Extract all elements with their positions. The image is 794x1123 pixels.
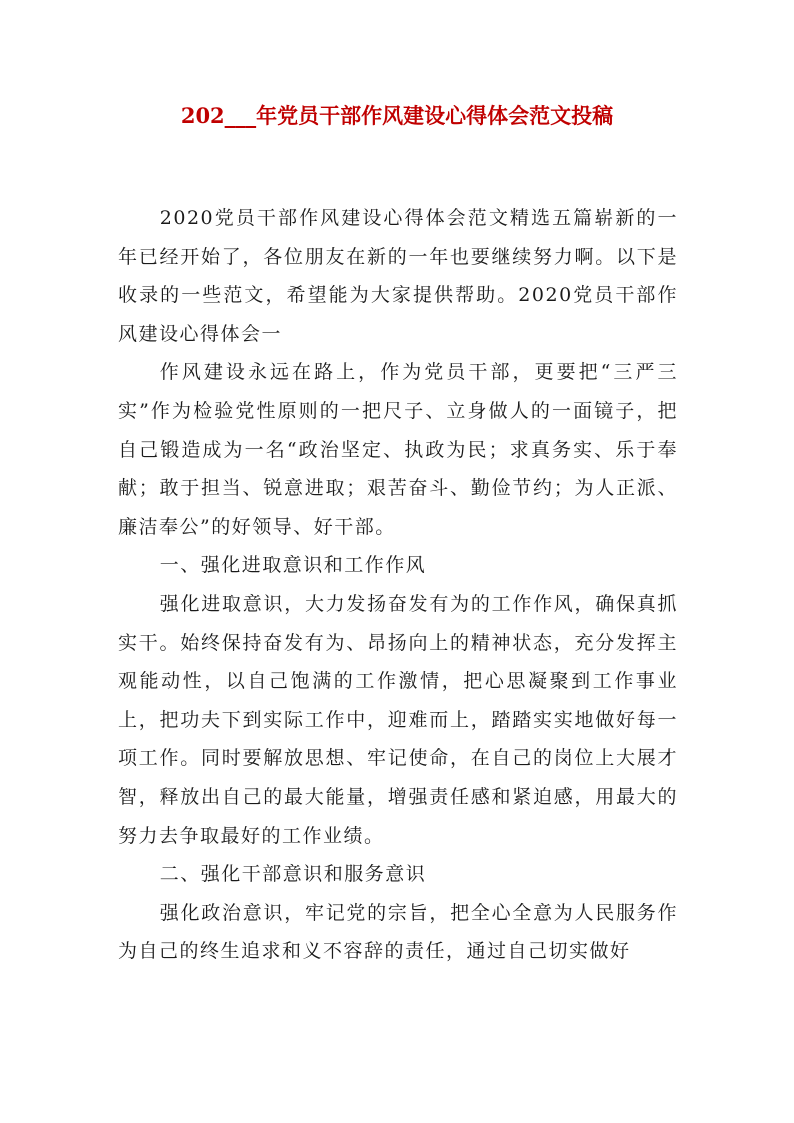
- paragraph-section-1: 强化进取意识，大力发扬奋发有为的工作作风，确保真抓实干。始终保持奋发有为、昂扬向上的精神状态，充分发挥主观能动性，以自己饱满的工作激情，把心思凝聚到工作事业上，把功夫下到实际工作中，迎难而上，踏踏实实地做好每一项工作。同时要解放思想、牢记使命，在自己的岗位上大展才智，释放出自己的最大能量，增强责任感和紧迫感，用最大的努力去争取最好的工作业绩。: [118, 592, 678, 847]
- paragraph-style-building: 作风建设永远在路上，作为党员干部，更要把“三严三实”作为检验党性原则的一把尺子、立身做人的一面镜子，把自己锻造成为一名“政治坚定、执政为民；求真务实、乐于奉献；敢于担当、锐意进取；艰苦奋斗、勤俭节约；为人正派、廉洁奉公”的好领导、好干部。: [118, 361, 678, 538]
- paragraph-intro: 2020党员干部作风建设心得体会范文精选五篇崭新的一年已经开始了，各位朋友在新的一年也要继续努力啊。以下是收录的一些范文，希望能为大家提供帮助。2020党员干部作风建设心得体会一: [118, 207, 678, 345]
- document-title: 202___年党员干部作风建设心得体会范文投稿: [180, 103, 614, 128]
- section-heading-1: 一、强化进取意识和工作作风: [159, 554, 427, 577]
- section-heading-2: 二、强化干部意识和服务意识: [159, 863, 427, 886]
- paragraph-section-2: 强化政治意识，牢记党的宗旨，把全心全意为人民服务作为自己的终生追求和义不容辞的责任，通过自己切实做好: [118, 901, 678, 963]
- document-body: [118, 199, 678, 971]
